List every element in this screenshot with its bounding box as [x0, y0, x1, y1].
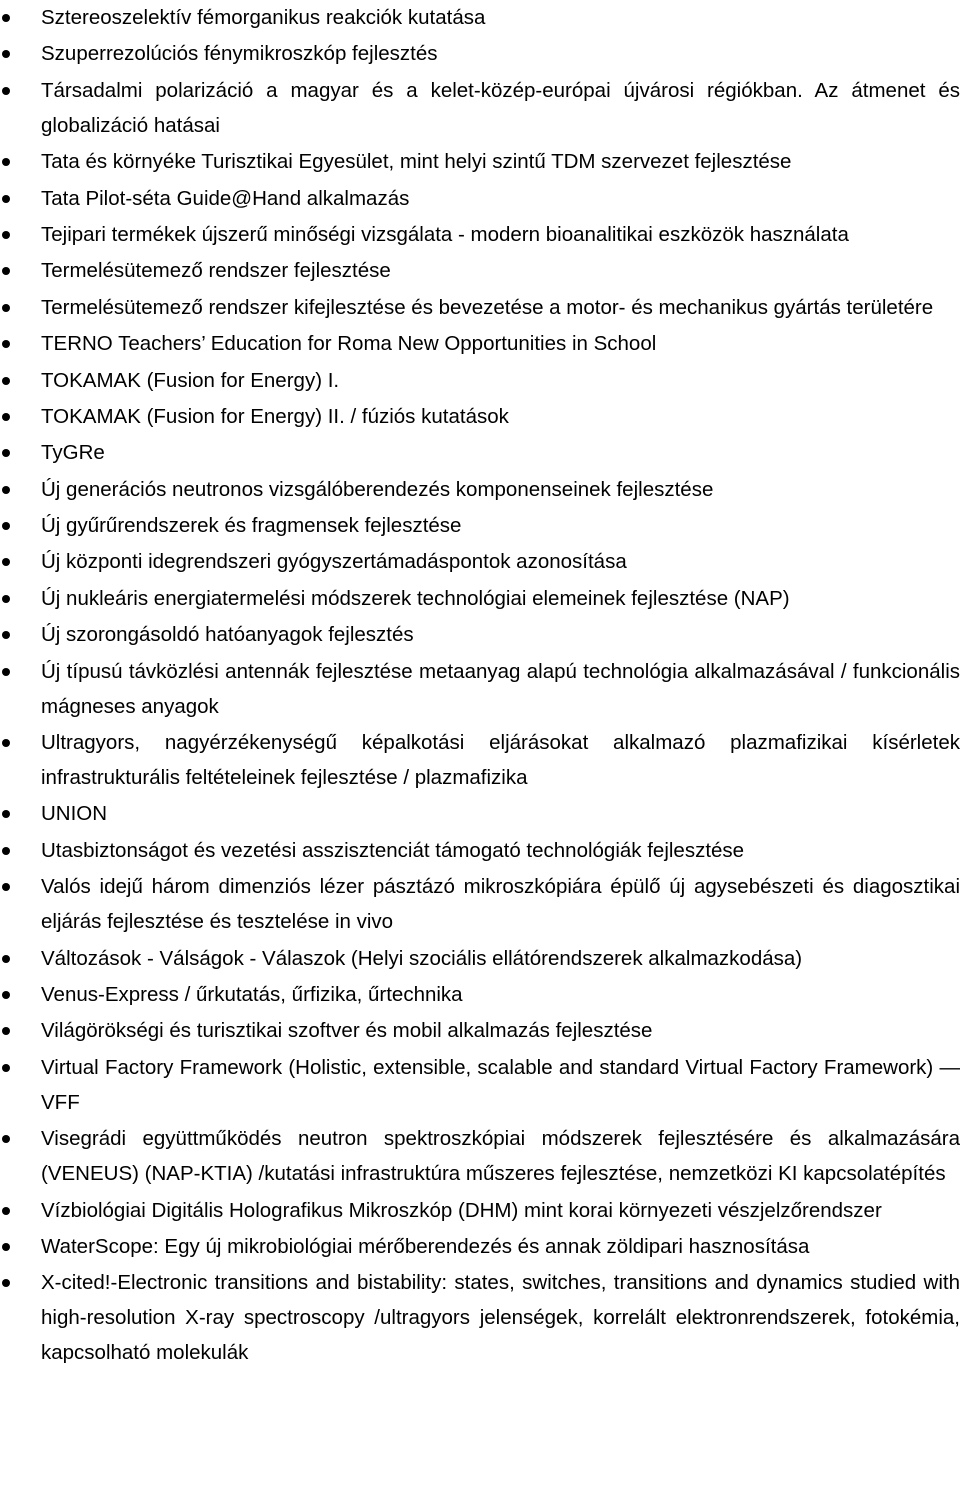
list-item: [0, 1050, 960, 1120]
list-item: [0, 796, 960, 831]
list-item: [0, 508, 960, 543]
list-item-text: Új típusú távközlési antennák fejlesztése metaanyag alapú technológia alkalmazásával / funkcionális mágneses anyagok: [41, 659, 960, 718]
list-item-text: Valós idejű három dimenziós lézer pásztázó mikroszkópiára épülő új agysebészeti és diagosztikai eljárás fejlesztése és tesztelése in vivo: [41, 875, 960, 934]
list-item: [0, 1265, 960, 1370]
list-item-text: Tata Pilot-séta Guide@Hand alkalmazás: [41, 186, 410, 210]
list-item-text: WaterScope: Egy új mikrobiológiai mérőberendezés és annak zöldipari hasznosítása: [41, 1234, 810, 1258]
list-item-text: UNION: [41, 802, 108, 826]
list-item-text: TOKAMAK (Fusion for Energy) I.: [41, 368, 340, 392]
list-item: [0, 725, 960, 795]
list-item: [0, 544, 960, 579]
list-item: [0, 617, 960, 652]
list-item: [0, 833, 960, 868]
list-item: [0, 36, 960, 71]
list-item: [0, 363, 960, 398]
list-item-text: Változások - Válságok - Válaszok (Helyi szociális ellátórendszerek alkalmazkodása): [41, 946, 803, 970]
list-item: [0, 0, 960, 35]
list-item-text: Utasbiztonságot és vezetési asszisztenciát támogató technológiák fejlesztése: [41, 838, 745, 862]
list-item-text: Társadalmi polarizáció a magyar és a kelet-közép-európai újvárosi régiókban. Az átmenet és globalizáció hatásai: [41, 78, 960, 137]
list-item-text: Tata és környéke Turisztikai Egyesület, mint helyi szintű TDM szervezet fejlesztése: [41, 150, 792, 174]
list-item-text: X-cited!-Electronic transitions and bistability: states, switches, transitions and dynamics studied with high-resolution X-ray spectroscopy /ultragyors jelenségek, korrelált elektronrendszerek, fotokémia, kapcsolható molekulák: [41, 1271, 960, 1365]
list-item-text: Visegrádi együttműködés neutron spektroszkópiai módszerek fejlesztésére és alkalmazására (VENEUS) (NAP-KTIA) /kutatási infrastruktúra műszeres fejlesztése, nemzetközi KI kapcsolatépítés: [41, 1127, 960, 1186]
list-item-text: Új központi idegrendszeri gyógyszertámadáspontok azonosítása: [41, 550, 627, 574]
list-item-text: TyGRe: [41, 441, 105, 465]
list-item: [0, 977, 960, 1012]
list-item-text: Új generációs neutronos vizsgálóberendezés komponenseinek fejlesztése: [41, 477, 714, 501]
list-item-text: Virtual Factory Framework (Holistic, extensible, scalable and standard Virtual Factory Framework) — VFF: [41, 1055, 960, 1114]
list-item: [0, 1013, 960, 1048]
list-item: [0, 181, 960, 216]
list-item: [0, 253, 960, 288]
list-item: [0, 435, 960, 470]
list-item: [0, 73, 960, 143]
list-item-text: Új nukleáris energiatermelési módszerek technológiai elemeinek fejlesztése (NAP): [41, 586, 790, 610]
list-item: [0, 217, 960, 252]
list-item: [0, 581, 960, 616]
list-item-text: Szuperrezolúciós fénymikroszkóp fejlesztés: [41, 42, 438, 66]
list-item-text: Termelésütemező rendszer fejlesztése: [41, 259, 391, 283]
list-item: [0, 1229, 960, 1264]
list-item-text: TERNO Teachers’ Education for Roma New Opportunities in School: [41, 332, 657, 356]
list-item-text: Világörökségi és turisztikai szoftver és mobil alkalmazás fejlesztése: [41, 1019, 653, 1043]
list-item: [0, 869, 960, 939]
list-item-text: Termelésütemező rendszer kifejlesztése és bevezetése a motor- és mechanikus gyártás területére: [41, 295, 934, 319]
list-item-text: Vízbiológiai Digitális Holografikus Mikroszkóp (DHM) mint korai környezeti vészjelzőrendszer: [41, 1198, 882, 1222]
list-item-text: Sztereoszelektív fémorganikus reakciók kutatása: [41, 6, 486, 29]
list-item: [0, 290, 960, 325]
list-item: [0, 941, 960, 976]
list-item: [0, 1193, 960, 1228]
list-item-text: Venus-Express / űrkutatás, űrfizika, űrtechnika: [41, 982, 463, 1006]
list-item: [0, 1121, 960, 1191]
list-item-text: TOKAMAK (Fusion for Energy) II. / fúziós kutatások: [41, 404, 509, 428]
list-item: [0, 654, 960, 724]
list-item-text: Új szorongásoldó hatóanyagok fejlesztés: [41, 623, 414, 647]
list-item-text: Új gyűrűrendszerek és fragmensek fejlesztése: [41, 514, 462, 538]
list-item: [0, 399, 960, 434]
list-item-text: Ultragyors, nagyérzékenységű képalkotási eljárásokat alkalmazó plazmafizikai kísérletek infrastrukturális feltételeinek fejlesztése / plazmafizika: [41, 731, 960, 790]
list-item: [0, 472, 960, 507]
list-item-text: Tejipari termékek újszerű minőségi vizsgálata - modern bioanalitikai eszközök használata: [41, 222, 849, 246]
list-item: [0, 326, 960, 361]
list-item: [0, 144, 960, 179]
